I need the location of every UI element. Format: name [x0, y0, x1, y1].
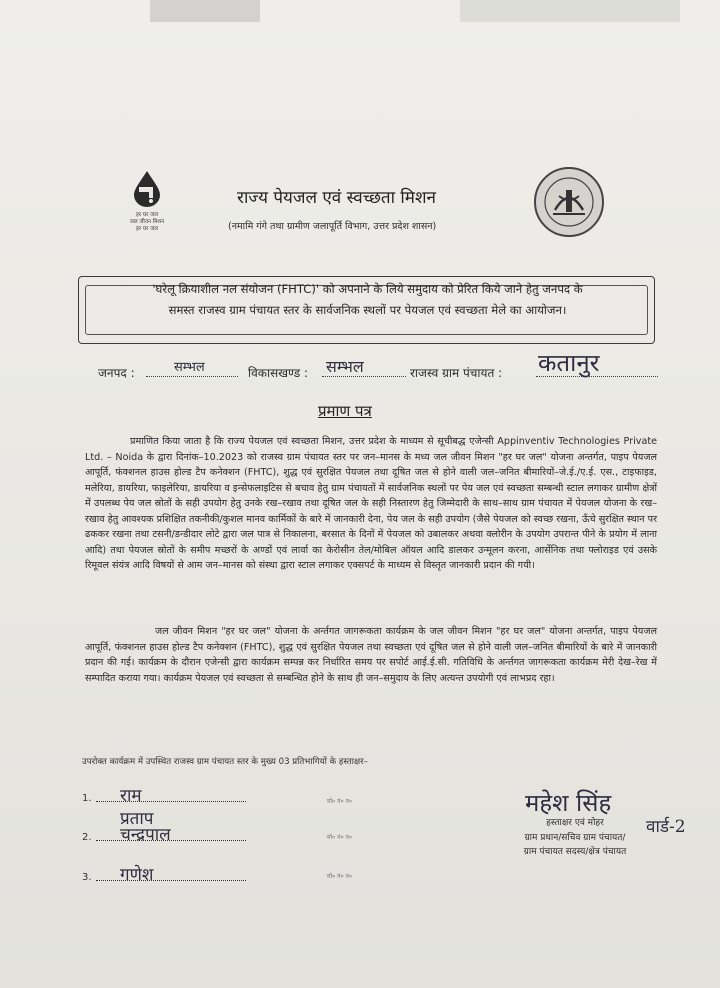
designation-line: ग्राम प्रधान/सचिव ग्राम पंचायत/: [524, 832, 626, 843]
certificate-paragraph-1: प्रमाणित किया जाता है कि राज्य पेयजल एवं स्वच्छता मिशन, उत्तर प्रदेश के माध्यम से सूचीबद्ध एजेन्सी Appinventiv Technologies Private Ltd. – Noida के द्वारा दिनांक–10.2023 को राजस्व ग्राम पंचायत स्तर पर जन–मानस के मध्य जल जीवन मिशन "हर घर जल" योजना अन्तर्गत, पाइप पेयजल आपूर्ति, फंक्शनल हाउस होल्ड टैप कनेक्शन (FHTC), शुद्ध एवं सुरक्षित पेयजल तथा दूषित जल से होने वाली जल–जनित बीमारियों–जे.ई./ए.ई. एस., टाइफाइड, मलेरिया, डायरिया, फाइलेरिया, डायरिया व इन्सेफलाइटिस से बचाव हेतु ग्राम पंचायतों में सार्वजनिक स्थलों पर पेय जल एवं स्वच्छता सम्बन्धी स्टाल लगाकर ग्रामीण क्षेत्रों में उपलब्ध पेय जल स्रोतों के सही उपयोग हेतु उनके रख–रखाव तथा दूषित जल के सही निस्तारण हेतु जिम्मेदारी के साथ–साथ ग्राम पंचायत में पेयजल योजना के रख–रखाव हेतु आवश्यक प्रशिक्षित तकनीकी/कुशल मानव कार्मिकों के बारे में जानकारी देना, पेय जल के सही उपयोग (जैसे पेयजल को स्वच्छ रखना, ऊँचे सुरक्षित स्थान पर ढककर रखना तथा टसनी/डन्डीदार लोटे द्वारा जल पात्र से निकालना, बरसात के दिनों में पेयजल को उबालकर अथवा क्लोरीन के उपयोग उपरान्त पीने के प्रयोग में लाना आदि) तथा पेयजल स्रोतों के समीप मच्छरों के अण्डों एवं लार्वा का केरोसीन तेल/मोबिल ऑयल आदि डालकर उन्मूलन करना, आर्सेनिक तथा फ्लोराइड एवं उसके रिमूवल संयंत्र आदि विषयों से आम जन–मानस को संस्था द्वारा स्टाल लगाकर एक्सपर्ट के माध्यम से विस्तृत जानकारी प्रदान की गयी।: [85, 436, 657, 571]
designation-line: ग्राम पंचायत सदस्य/क्षेत्र पंचायत: [523, 847, 627, 857]
signature-line: [96, 880, 246, 881]
pradhan-signature: महेश सिंह: [525, 789, 612, 817]
signature-line: [96, 801, 246, 802]
participant-signature: राम प्रताप: [120, 786, 154, 829]
village-value: कतानुर: [538, 349, 600, 377]
district-line: [146, 376, 238, 377]
header-subtitle: (नमामि गंगे तथा ग्रामीण जलापूर्ति विभाग, उत्तर प्रदेश शासन): [228, 221, 437, 232]
location-fields: [98, 349, 668, 384]
har-ghar-jal-logo: [122, 170, 172, 236]
block-label: विकासखण्ड :: [248, 366, 309, 380]
notice-text: [87, 279, 648, 321]
district-label: जनपद :: [98, 366, 135, 380]
block-value: सम्भल: [326, 357, 364, 376]
water-drop-icon: [130, 170, 164, 208]
village-label: राजस्व ग्राम पंचायत :: [410, 366, 503, 380]
logo-caption-line: जल जीवन मिशन: [129, 219, 165, 225]
signature-line: [96, 840, 246, 841]
scan-mark: [460, 0, 680, 22]
participant-mobile: मो० नं० न०: [327, 834, 352, 841]
participant-signature: गणेश: [120, 865, 154, 885]
participant-mobile: मो० नं० न०: [327, 798, 352, 805]
participant-row: [82, 865, 154, 885]
participant-row: [82, 825, 171, 845]
participants-caption: उपरोक्त कार्यक्रम में उपस्थित राजस्व ग्राम पंचायत स्तर के मुख्य 03 प्रतिभागियों के हस्ताक्षर–: [82, 757, 368, 767]
certificate-title: प्रमाण पत्र: [318, 402, 372, 420]
participant-signature: चन्द्रपाल: [120, 825, 171, 845]
logo-caption-line: हर घर जल: [136, 212, 158, 218]
sign-and-seal-label: हस्ताक्षर एवं मोहर: [546, 818, 604, 828]
event-notice-box: [78, 276, 655, 344]
up-govt-emblem-icon: [533, 166, 605, 238]
district-value: सम्भल: [174, 360, 205, 375]
participant-row: [82, 786, 154, 829]
scan-mark: [150, 0, 260, 22]
participant-number: 2.: [82, 832, 92, 843]
logo-caption-line: हर घर जल: [136, 226, 158, 232]
ward-annotation: वार्ड-2: [646, 817, 686, 837]
participant-number: 3.: [82, 872, 92, 883]
participant-mobile: मो० नं० न०: [327, 873, 352, 880]
participant-number: 1.: [82, 793, 92, 804]
notice-line-1: 'घरेलू क्रियाशील नल संयोजन (FHTC)' को अपनाने के लिये समुदाय को प्रेरित किये जाने हेतु जनपद के: [152, 282, 583, 296]
certificate-paragraph-2: जल जीवन मिशन "हर घर जल" योजना के अर्न्तगत जागरूकता कार्यक्रम के जल जीवन मिशन "हर घर जल" योजना अन्तर्गत, पाइप पेयजल आपूर्ति, फंक्शनल हाउस होल्ड टैप कनेक्शन (FHTC), शुद्ध एवं सुरक्षित पेयजल तथा स्वच्छता एवं दूषित जल से होने वाली जल–जनित बीमारियों के बारे में जानकारी प्रदान की गई। कार्यक्रम के दौरान एजेन्सी द्वारा कार्यक्रम सम्पन्न कर निर्धारित समय पर सपोर्ट आई.ई.सी. गतिविधि के अर्न्तगत जागरूकता कार्यक्रम मेरी देख–रेख में सम्पादित कराया गया। कार्यक्रम पेयजल एवं स्वच्छता से सम्बन्धित होने के साथ ही जन–समुदाय के लिए अत्यन्त उपयोगी एवं लाभप्रद रहा।: [85, 626, 657, 684]
notice-line-2: समस्त राजस्व ग्राम पंचायत स्तर के सार्वजनिक स्थलों पर पेयजल एवं स्वच्छता मेले का आयोजन।: [168, 303, 567, 317]
logo-caption: [122, 212, 172, 233]
header-title: राज्य पेयजल एवं स्वच्छता मिशन: [237, 188, 436, 208]
signature-designation: [490, 816, 660, 860]
